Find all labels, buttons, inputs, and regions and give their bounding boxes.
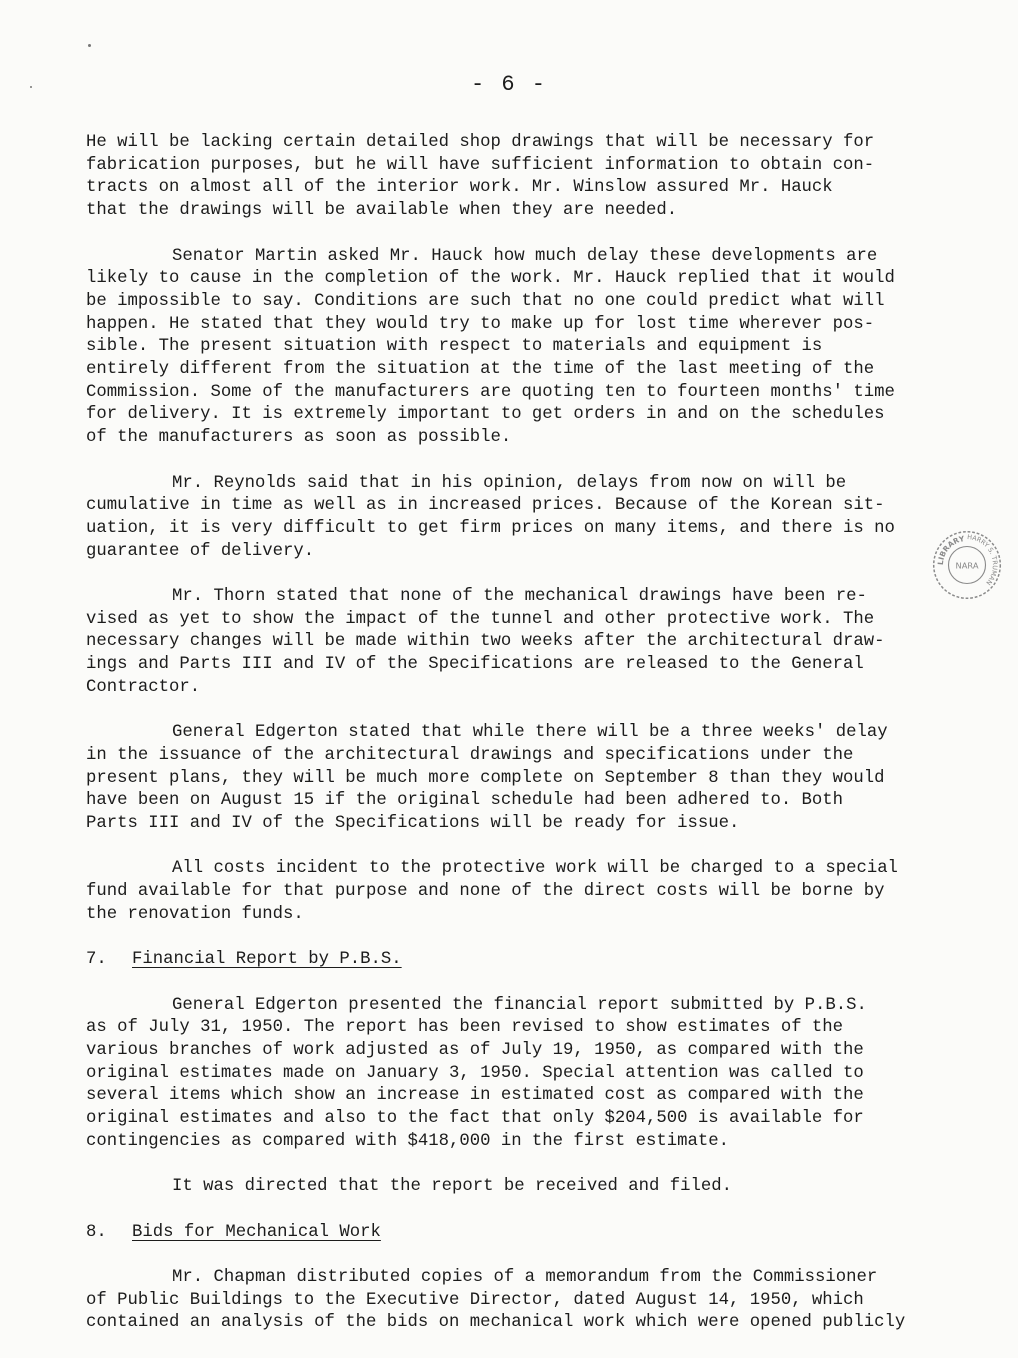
paragraph-thorn [86, 586, 936, 700]
section-number: 7. [86, 950, 107, 970]
text-line: present plans, they will be much more complete on September 8 than they would [86, 768, 885, 788]
paragraph-edgerton-delay [86, 722, 936, 836]
stamp-right-text: HARRY S. TRUMAN [966, 533, 999, 587]
paragraph-reynolds [86, 473, 936, 564]
text-line: tracts on almost all of the interior work. Mr. Winslow assured Mr. Hauck [86, 178, 833, 198]
text-line: fabrication purposes, but he will have sufficient information to obtain con- [86, 155, 875, 175]
text-line: entirely different from the situation at the time of the last meeting of the [86, 360, 875, 380]
section-number: 8. [86, 1222, 107, 1242]
text-line: Parts III and IV of the Specifications will be ready for issue. [86, 814, 740, 834]
stamp-center-text: NARA [955, 560, 979, 571]
text-line: contingencies as compared with $418,000 in the first estimate. [86, 1131, 729, 1151]
paper-speck [30, 86, 32, 88]
text-line: Mr. Thorn stated that none of the mechanical drawings have been re- [172, 587, 867, 607]
paragraph-report-filed [86, 1176, 936, 1199]
text-line: Commission. Some of the manufacturers are quoting ten to fourteen months' time [86, 382, 895, 402]
text-line: ings and Parts III and IV of the Specifications are released to the General [86, 655, 864, 675]
text-line: as of July 31, 1950. The report has been revised to show estimates of the [86, 1018, 844, 1038]
library-stamp-seal [930, 528, 1004, 602]
section-title: Financial Report by P.B.S. [132, 950, 402, 970]
section-heading-8 [86, 1222, 936, 1245]
text-line: Mr. Chapman distributed copies of a memorandum from the Commissioner [172, 1268, 878, 1287]
paragraph-senator-martin [86, 246, 936, 450]
text-line: uation, it is very difficult to get firm prices on many items, and there is no [86, 518, 895, 538]
text-line: All costs incident to the protective work will be charged to a special [172, 859, 898, 879]
text-line: General Edgerton stated that while there will be a three weeks' delay [172, 723, 888, 743]
section-title: Bids for Mechanical Work [132, 1222, 381, 1242]
text-line: General Edgerton presented the financial report submitted by P.B.S. [172, 995, 867, 1015]
text-line: Mr. Reynolds said that in his opinion, delays from now on will be [172, 473, 847, 493]
text-line: sible. The present situation with respect to materials and equipment is [86, 337, 823, 357]
paragraph-protective-costs [86, 858, 936, 926]
section-heading-7 [86, 949, 936, 972]
paragraph-shop-drawings [86, 132, 936, 223]
text-line: It was directed that the report be received and filed. [172, 1177, 733, 1197]
text-line: in the issuance of the architectural drawings and specifications under the [86, 745, 854, 765]
stamp-top-text: LIBRARY [935, 534, 966, 566]
text-line: guarantee of delivery. [86, 541, 315, 561]
text-line: several items which show an increase in estimated cost as compared with the [86, 1086, 864, 1106]
text-line: happen. He stated that they would try to make up for lost time wherever pos- [86, 314, 875, 334]
text-line: likely to cause in the completion of the work. Mr. Hauck replied that it would [86, 269, 895, 289]
text-line: necessary changes will be made within two weeks after the architectural draw- [86, 632, 885, 652]
document-body [86, 132, 936, 1358]
text-line: Senator Martin asked Mr. Hauck how much delay these developments are [172, 246, 878, 266]
page-number: - 6 - [470, 72, 547, 97]
text-line: be impossible to say. Conditions are such that no one could predict what will [86, 291, 885, 311]
text-line: original estimates made on January 3, 1950. Special attention was called to [86, 1063, 864, 1083]
text-line: He will be lacking certain detailed shop drawings that will be necessary for [86, 133, 875, 152]
text-line: have been on August 15 if the original schedule had been adhered to. Both [86, 791, 844, 811]
text-line: that the drawings will be available when they are needed. [86, 201, 678, 221]
text-line: contained an analysis of the bids on mechanical work which were opened publicly [86, 1313, 906, 1333]
paragraph-financial-report [86, 995, 936, 1154]
text-line: Contractor. [86, 677, 201, 697]
text-line: of the manufacturers as soon as possible. [86, 428, 512, 448]
paper-speck [88, 44, 91, 47]
text-line: for delivery. It is extremely important to get orders in and on the schedules [86, 405, 885, 425]
text-line: the renovation funds. [86, 904, 304, 924]
text-line: cumulative in time as well as in increased prices. Because of the Korean sit- [86, 496, 885, 516]
text-line: fund available for that purpose and none of the direct costs will be borne by [86, 882, 885, 902]
text-line: various branches of work adjusted as of July 19, 1950, as compared with the [86, 1041, 864, 1061]
text-line: vised as yet to show the impact of the tunnel and other protective work. The [86, 609, 875, 629]
text-line: original estimates and also to the fact that only $204,500 is available for [86, 1109, 864, 1129]
paragraph-chapman-memo [86, 1267, 936, 1335]
text-line: of Public Buildings to the Executive Director, dated August 14, 1950, which [86, 1290, 864, 1310]
